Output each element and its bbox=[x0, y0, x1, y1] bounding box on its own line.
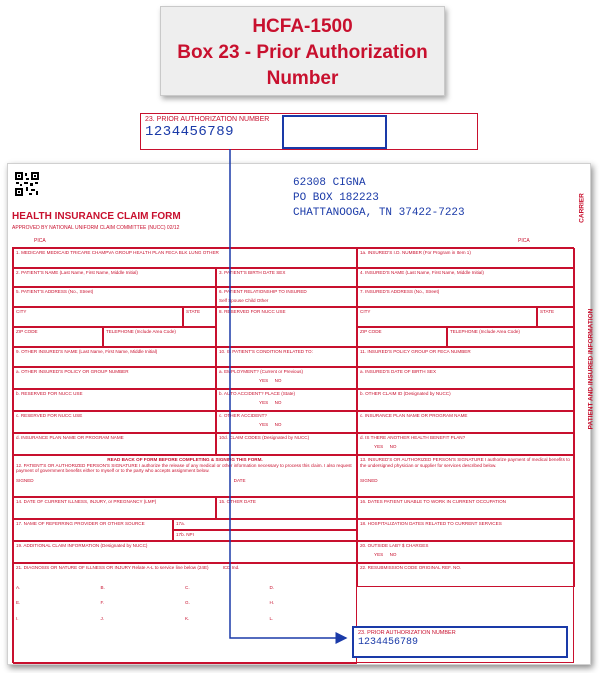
box-20-outside-lab bbox=[357, 541, 575, 563]
date-label: DATE bbox=[233, 477, 246, 483]
box-11-policy-group: 11. INSURED'S POLICY GROUP OR FECA NUMBER bbox=[357, 347, 575, 367]
yes-label: YES bbox=[374, 551, 384, 557]
yes-label: YES bbox=[374, 443, 384, 449]
patient-telephone: TELEPHONE (Include Area Code) bbox=[103, 327, 216, 347]
no-label: NO bbox=[274, 421, 282, 427]
box-13-insured-signature bbox=[357, 455, 575, 497]
box-10-condition: 10. IS PATIENT'S CONDITION RELATED TO: bbox=[216, 347, 357, 367]
banner-line-3: Number bbox=[266, 68, 339, 89]
dx-letter: J. bbox=[100, 615, 105, 621]
form-grid bbox=[12, 247, 574, 663]
carrier-address bbox=[293, 176, 465, 221]
yes-label: YES bbox=[259, 399, 269, 405]
box-12-signed-line bbox=[16, 478, 354, 484]
read-back-notice: READ BACK OF FORM BEFORE COMPLETING & SIGNING THIS FORM. bbox=[107, 457, 263, 462]
box-5-patient-address: 5. PATIENT'S ADDRESS (No., Street) bbox=[13, 287, 216, 307]
signed-label: SIGNED bbox=[16, 477, 34, 483]
dx-letter: E. bbox=[16, 600, 21, 606]
box-10b-label: b. AUTO ACCIDENT? PLACE (State) bbox=[219, 391, 295, 396]
box-10a-label: a. EMPLOYMENT? (Current or Previous) bbox=[219, 369, 303, 374]
box23-zoom-callout bbox=[140, 113, 478, 150]
box-11d-another-plan bbox=[357, 433, 575, 455]
patient-state: STATE bbox=[183, 307, 216, 327]
callout-highlight-box bbox=[282, 115, 387, 149]
box-10b-yesno bbox=[219, 400, 354, 406]
form-subtitle: APPROVED BY NATIONAL UNIFORM CLAIM COMMITTEE (NUCC) 02/12 bbox=[12, 225, 180, 231]
box-10c-label: c. OTHER ACCIDENT? bbox=[219, 413, 267, 418]
no-label: NO bbox=[389, 551, 397, 557]
no-label: NO bbox=[274, 377, 282, 383]
yes-label: YES bbox=[259, 377, 269, 383]
box-20-label: 20. OUTSIDE LAB? $ CHARGES bbox=[360, 543, 429, 548]
box-1-insurance-type: 1. MEDICARE MEDICAID TRICARE CHAMPVA GROUP HEALTH PLAN FECA BLK LUNG OTHER bbox=[13, 248, 357, 268]
callout-label: 23. PRIOR AUTHORIZATION NUMBER bbox=[145, 116, 270, 123]
box-12-patient-signature bbox=[13, 455, 357, 497]
dx-letter: K. bbox=[185, 615, 190, 621]
box-7-insured-address: 7. INSURED'S ADDRESS (No., Street) bbox=[357, 287, 575, 307]
side-label-carrier bbox=[579, 170, 589, 245]
box-6-relationship bbox=[216, 287, 357, 307]
box-9-other-insured: 9. OTHER INSURED'S NAME (Last Name, First Name, Middle Initial) bbox=[13, 347, 216, 367]
box-9b: b. RESERVED FOR NUCC USE bbox=[13, 389, 216, 411]
insured-telephone: TELEPHONE (Include Area Code) bbox=[447, 327, 575, 347]
box-23-value: 1234456789 bbox=[358, 637, 419, 648]
box-21-text: 21. DIAGNOSIS OR NATURE OF ILLNESS OR INJURY Relate A-L to service line below (24E) bbox=[16, 565, 209, 570]
dx-letter: D. bbox=[269, 584, 275, 590]
form-title: HEALTH INSURANCE CLAIM FORM bbox=[12, 211, 181, 222]
insured-city: CITY bbox=[357, 307, 537, 327]
box-2-patient-name: 2. PATIENT'S NAME (Last Name, First Name, Middle Initial) bbox=[13, 268, 216, 287]
box-10c-yesno bbox=[219, 422, 354, 428]
box-22-resubmission: 22. RESUBMISSION CODE ORIGINAL REF. NO. bbox=[357, 563, 575, 587]
box-17a: 17a. bbox=[173, 519, 357, 530]
no-label: NO bbox=[274, 399, 282, 405]
banner-line-1: HCFA-1500 bbox=[252, 16, 353, 37]
insured-state: STATE bbox=[537, 307, 575, 327]
title-banner bbox=[160, 6, 445, 96]
box-6-options: Self Spouse Child Other bbox=[219, 297, 269, 303]
box-12-text: 12. PATIENT'S OR AUTHORIZED PERSON'S SIGNATURE I authorize the release of any medical or other information necessary to process this claim. I also request payment of government benefits either to myself or to the party who accepts assignment below. bbox=[16, 462, 352, 474]
box-13-signed: SIGNED bbox=[360, 478, 378, 484]
qr-code-icon bbox=[14, 171, 40, 197]
box-20-yesno bbox=[360, 552, 572, 558]
box-23-prior-authorization bbox=[352, 626, 568, 658]
pica-right: PICA bbox=[518, 238, 530, 244]
dx-letter: B. bbox=[100, 584, 105, 590]
box-3-birth-date: 3. PATIENT'S BIRTH DATE SEX bbox=[216, 268, 357, 287]
box-15-other-date: 15. OTHER DATE bbox=[216, 497, 357, 519]
banner-line-2: Box 23 - Prior Authorization bbox=[177, 42, 428, 63]
box-11d-yesno bbox=[360, 444, 572, 450]
yes-label: YES bbox=[259, 421, 269, 427]
box-10c-other-accident bbox=[216, 411, 357, 433]
dx-letter: L. bbox=[269, 615, 274, 621]
diagnosis-codes bbox=[16, 585, 354, 622]
dx-letter: I. bbox=[16, 615, 19, 621]
box-18-hospitalization: 18. HOSPITALIZATION DATES RELATED TO CURRENT SERVICES bbox=[357, 519, 575, 541]
patient-city: CITY bbox=[13, 307, 183, 327]
patient-zip: ZIP CODE bbox=[13, 327, 103, 347]
dx-letter: C. bbox=[185, 584, 190, 590]
box-10d-claim-codes: 10d. CLAIM CODES (Designated by NUCC) bbox=[216, 433, 357, 455]
carrier-address-line: CHATTANOOGA, TN 37422-7223 bbox=[293, 207, 465, 219]
box-17-referring-provider: 17. NAME OF REFERRING PROVIDER OR OTHER SOURCE bbox=[13, 519, 173, 541]
box-9a: a. OTHER INSURED'S POLICY OR GROUP NUMBER bbox=[13, 367, 216, 389]
side-label-carrier-text: CARRIER bbox=[578, 192, 586, 223]
box-23-label: 23. PRIOR AUTHORIZATION NUMBER bbox=[358, 630, 456, 636]
callout-value: 1234456789 bbox=[145, 124, 235, 140]
box-9d: d. INSURANCE PLAN NAME OR PROGRAM NAME bbox=[13, 433, 216, 455]
box-11d-label: d. IS THERE ANOTHER HEALTH BENEFIT PLAN? bbox=[360, 435, 466, 440]
pica-left: PICA bbox=[34, 238, 46, 244]
box-19-additional-info: 19. ADDITIONAL CLAIM INFORMATION (Designated by NUCC) bbox=[13, 541, 357, 563]
box-21-label bbox=[16, 565, 354, 571]
box-10a-yesno bbox=[219, 378, 354, 384]
box-21-diagnosis bbox=[13, 563, 357, 664]
box-11c-plan-name: c. INSURANCE PLAN NAME OR PROGRAM NAME bbox=[357, 411, 575, 433]
icd-ind-label: ICD Ind. bbox=[222, 565, 240, 570]
dx-letter: F. bbox=[100, 600, 105, 606]
side-label-patient bbox=[579, 254, 595, 484]
box-10b-auto bbox=[216, 389, 357, 411]
box-8-reserved: 8. RESERVED FOR NUCC USE bbox=[216, 307, 357, 347]
dx-letter: G. bbox=[185, 600, 190, 606]
claim-form bbox=[7, 163, 595, 665]
box-9c: c. RESERVED FOR NUCC USE bbox=[13, 411, 216, 433]
box-13-text: 13. INSURED'S OR AUTHORIZED PERSON'S SIGNATURE I authorize payment of medical benefits to the undersigned physician or supplier for services described below. bbox=[360, 457, 570, 468]
box-11b-other-claim: b. OTHER CLAIM ID (Designated by NUCC) bbox=[357, 389, 575, 411]
box-1a-insured-id: 1a. INSURED'S I.D. NUMBER (For Program in Item 1) bbox=[357, 248, 575, 268]
insured-zip: ZIP CODE bbox=[357, 327, 447, 347]
box-17b-npi: 17b. NPI bbox=[173, 530, 357, 541]
carrier-address-line: 62308 CIGNA bbox=[293, 177, 366, 189]
dx-letter: H. bbox=[269, 600, 275, 606]
box-14-current-illness: 14. DATE OF CURRENT ILLNESS, INJURY, or PREGNANCY (LMP) bbox=[13, 497, 216, 519]
side-label-patient-text: PATIENT AND INSURED INFORMATION bbox=[587, 308, 595, 430]
box-16-unable-to-work: 16. DATES PATIENT UNABLE TO WORK IN CURRENT OCCUPATION bbox=[357, 497, 575, 519]
box-6-label: 6. PATIENT RELATIONSHIP TO INSURED bbox=[219, 289, 307, 294]
box-10a-employment bbox=[216, 367, 357, 389]
no-label: NO bbox=[389, 443, 397, 449]
carrier-address-line: PO BOX 182223 bbox=[293, 192, 379, 204]
box-11a-dob: a. INSURED'S DATE OF BIRTH SEX bbox=[357, 367, 575, 389]
box-4-insured-name: 4. INSURED'S NAME (Last Name, First Name, Middle Initial) bbox=[357, 268, 575, 287]
dx-letter: A. bbox=[16, 584, 21, 590]
